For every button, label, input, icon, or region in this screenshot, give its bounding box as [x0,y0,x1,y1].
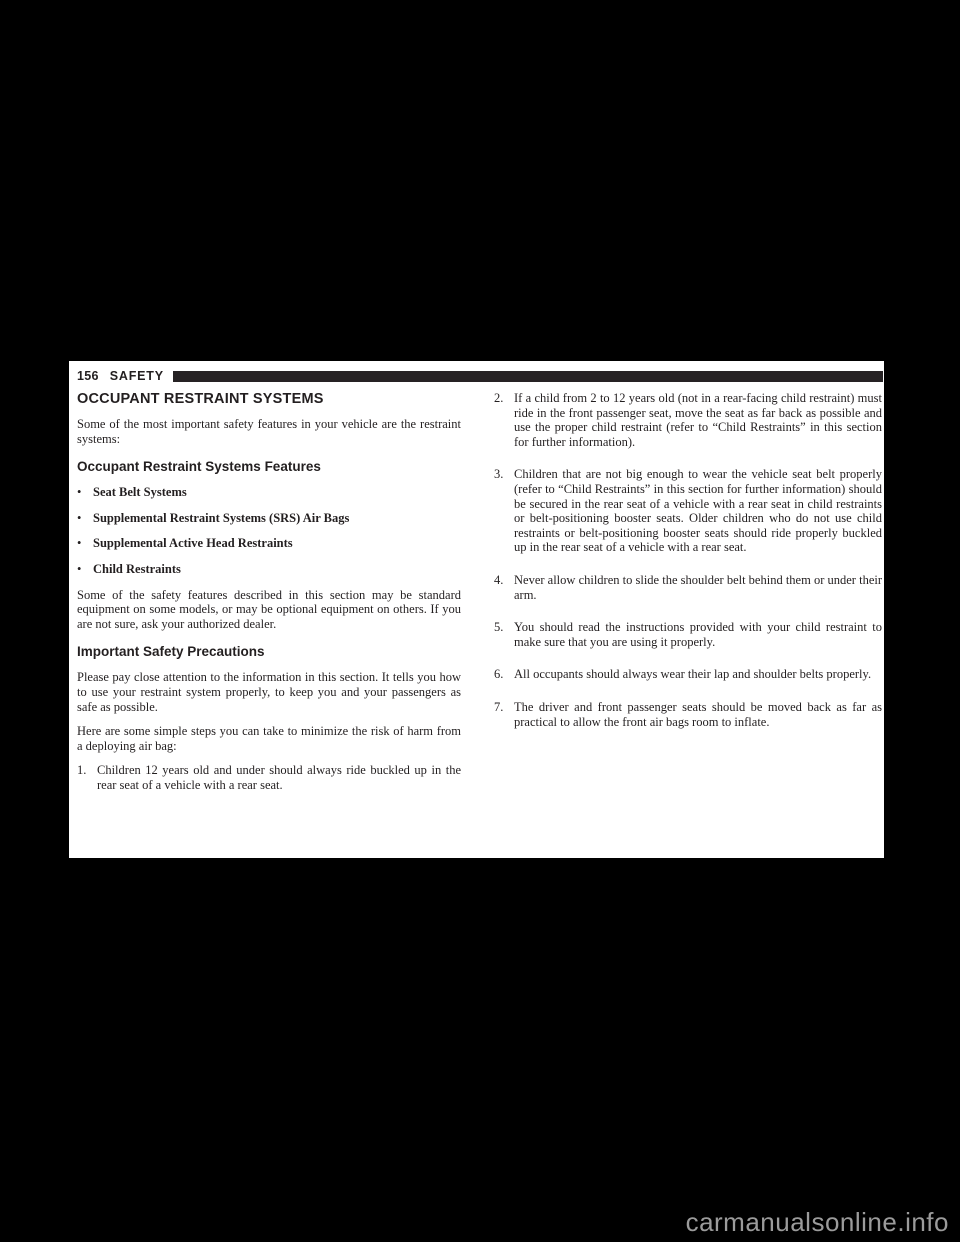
manual-page [69,361,884,858]
step-number: 1. [77,763,87,778]
step-number: 3. [494,467,504,482]
feature-label: Supplemental Active Head Restraints [93,536,293,551]
page-title: OCCUPANT RESTRAINT SYSTEMS [77,391,324,407]
step-text: Never allow children to slide the shoulder belt behind them or under their arm. [514,572,882,602]
two-column-layout [77,388,884,806]
watermark-text: carmanualsonline.info [685,1207,949,1237]
step-number: 6. [494,667,504,682]
feature-label: Child Restraints [93,561,181,576]
steps-intro-paragraph: Here are some simple steps you can take to minimize the risk of harm from a deploying air bag: [77,724,461,753]
precautions-heading: Important Safety Precautions [77,644,265,660]
numbered-step [494,391,882,449]
features-note-paragraph: Some of the safety features described in this section may be standard equipment on some models, or may be optional equipment on others. If you are not sure, ask your authorized dealer. [77,587,461,631]
header-rule-bar [173,371,883,382]
numbered-step [494,573,882,602]
bullet-icon: • [77,485,82,500]
numbered-step [77,763,461,792]
numbered-step [494,700,882,729]
step-text: You should read the instructions provided with your child restraint to make sure that you are using it properly. [514,620,882,649]
list-item [77,511,461,526]
section-label: SAFETY [109,369,164,383]
step-text: All occupants should always wear their lap and shoulder belts properly. [514,667,872,682]
intro-paragraph: Some of the most important safety features in your vehicle are the restraint systems: [77,417,461,446]
left-column [77,388,461,806]
features-heading: Occupant Restraint Systems Features [77,459,321,475]
feature-label: Supplemental Restraint Systems (SRS) Air Bags [93,510,350,525]
list-item [77,485,461,500]
page-number: 156 [77,369,99,383]
list-item [77,536,461,551]
page-header [77,368,884,384]
step-text: The driver and front passenger seats should be moved back as far as practical to allow the front air bags room to inflate. [514,699,882,729]
numbered-step [494,467,882,555]
bullet-icon: • [77,561,82,576]
feature-label: Seat Belt Systems [93,485,187,500]
step-text: If a child from 2 to 12 years old (not in a rear-facing child restraint) must ride in the front passenger seat, move the seat as far back as possible and use the proper child restraint (refer to “Child Restraints” in this section for further information). [514,391,882,449]
step-number: 4. [494,572,504,587]
step-text: Children 12 years old and under should always ride buckled up in the rear seat of a vehicle with a rear seat. [97,763,461,792]
features-list [77,485,461,576]
numbered-step [494,620,882,649]
list-item [77,562,461,577]
bullet-icon: • [77,510,82,525]
step-text: Children that are not big enough to wear the vehicle seat belt properly (refer to “Child Restraints” in this section for further information) should be secured in the rear seat of a vehicle with a rear seat in child restraints or belt-positioning booster seats. Older children who do not use child restraints or belt-positioning booster seats should ride properly buckled up in the rear seat of a vehicle with a rear seat. [514,467,882,555]
precautions-intro-paragraph: Please pay close attention to the information in this section. It tells you how to use your restraint system properly, to keep you and your passengers as safe as possible. [77,670,461,714]
step-number: 5. [494,620,504,635]
column-gap [461,388,494,806]
bullet-icon: • [77,536,82,551]
step-number: 2. [494,391,504,405]
step-number: 7. [494,699,504,714]
right-column [494,388,882,806]
numbered-step [494,667,882,682]
